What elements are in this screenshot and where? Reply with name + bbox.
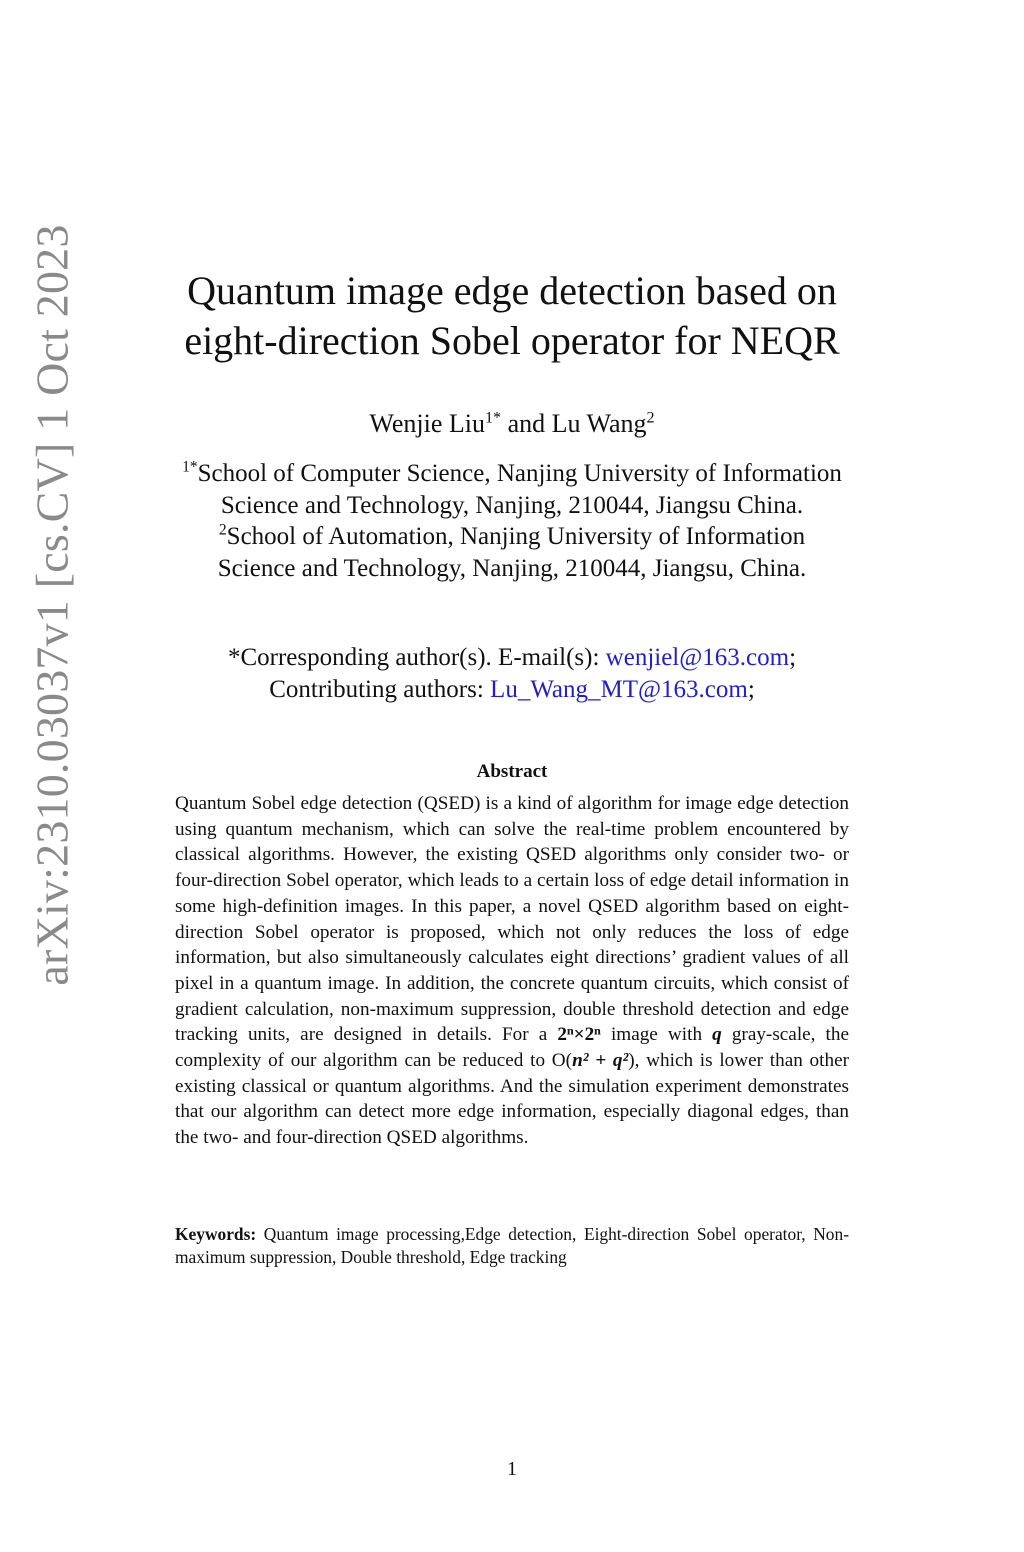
corresponding-author-line: *Corresponding author(s). E-mail(s): wenjiel@163.com;	[227, 644, 797, 671]
corresponding-email-link[interactable]: wenjiel@163.com	[605, 644, 790, 671]
arxiv-identifier-stamp: arXiv:2310.03037v1 [cs.CV] 1 Oct 2023	[26, 224, 78, 986]
image-size-expression: 2ⁿ×2ⁿ	[557, 1024, 601, 1046]
abstract-text: Quantum Sobel edge detection (QSED) is a kind of algorithm for image edge detection using quantum mechanism, which can solve the real-time problem encountered by classical algorithms. However, the existing QSED algorithms only consider two- or four-direction Sobel operator, which leads to a certain loss of edge detail information in some high-definition images. In this paper, a novel QSED algorithm based on eight-direction Sobel operator is proposed, which not only reduces the loss of edge information, but also simultaneously calculates eight directions’ gradient values of all pixel in a quantum image. In addition, the concrete quantum circuits, which consist of gradient calculation, non-maximum suppression, double threshold detection and edge tracking units, are designed in details. For a 2ⁿ×2ⁿ image with q gray-scale, the complexity of our algorithm can be reduced to O(n² + q²), which is lower than other existing classical or quantum algorithms. And the simulation experiment demonstrates that our algorithm can detect more edge information, especially diagonal edges, than the two- and four-direction QSED algorithms.	[175, 793, 849, 1149]
keywords	[175, 1223, 849, 1268]
keywords-text: Quantum image processing,Edge detection, Eight-direction Sobel operator, Non-maximum suppression, Double threshold, Edge tracking	[175, 1224, 849, 1267]
abstract-heading: Abstract	[476, 761, 548, 782]
affiliation-line: Science and Technology, Nanjing, 210044, Jiangsu China.	[220, 491, 804, 519]
affiliation-mark: 2	[218, 521, 227, 539]
contributing-authors-line: Contributing authors: Lu_Wang_MT@163.com;	[269, 675, 755, 703]
gray-scale-symbol: q	[712, 1024, 722, 1046]
affiliations	[100, 458, 924, 584]
affiliation-line: Science and Technology, Nanjing, 210044, Jiangsu, China.	[217, 554, 807, 582]
keywords-label: Keywords:	[175, 1224, 257, 1244]
contact-info	[100, 642, 924, 705]
author-affiliation-mark: 2	[646, 409, 655, 427]
complexity-expression: n² + q²	[572, 1050, 629, 1072]
author-affiliation-mark: 1*	[484, 409, 502, 427]
affiliation-mark: 1*	[182, 458, 198, 476]
affiliation-line: $^{1*}$School of Computer Science, Nanjing University of Information	[182, 458, 842, 487]
author-name: Wenjie Liu	[369, 409, 485, 438]
paper-title	[120, 266, 904, 366]
author-list	[0, 408, 1024, 440]
page-number: 1	[507, 1458, 517, 1480]
title-line-1: Quantum image edge detection based on	[187, 268, 837, 313]
author-joiner: and	[501, 409, 552, 438]
author-name: Lu Wang	[551, 409, 647, 438]
contributing-email-link[interactable]: Lu_Wang_MT@163.com	[490, 675, 748, 703]
affiliation-line: $^2$School of Automation, Nanjing University of Information	[218, 521, 806, 550]
title-line-2: eight-direction Sobel operator for NEQR	[184, 318, 840, 363]
